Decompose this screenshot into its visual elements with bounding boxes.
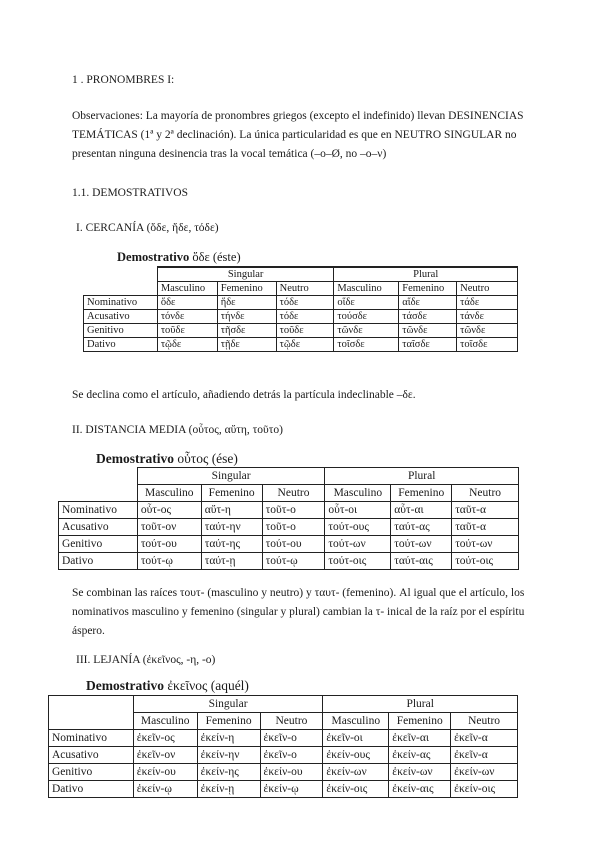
main-heading: 1 . PRONOMBRES I: bbox=[72, 74, 175, 86]
table-cell: τοῖσδε bbox=[457, 338, 518, 352]
table-cell: ἐκείν-ῳ bbox=[260, 781, 323, 798]
table-cell: τούτ-ων bbox=[325, 536, 391, 553]
table-row bbox=[84, 310, 518, 324]
table-cell: ἐκεῖν-οι bbox=[323, 730, 389, 747]
table-row bbox=[59, 519, 519, 536]
table-cell: τόδε bbox=[276, 310, 334, 324]
group-header-singular: Singular bbox=[133, 696, 323, 713]
table-cell: ἐκείν-οις bbox=[323, 781, 389, 798]
cercania-table-title-rest: ὅδε (éste) bbox=[189, 250, 241, 264]
table-cell: τήνδε bbox=[217, 310, 276, 324]
table-cell: τῶνδε bbox=[399, 324, 457, 338]
table-cell: ταύτ-ην bbox=[201, 519, 262, 536]
column-header: Masculino bbox=[325, 485, 391, 502]
table-cell: τῶνδε bbox=[457, 324, 518, 338]
row-label: Genitivo bbox=[84, 324, 158, 338]
table-cell: τούσδε bbox=[334, 310, 399, 324]
table-cell: τοῦτ-ον bbox=[137, 519, 201, 536]
lejania-table-title-bold: Demostrativo bbox=[86, 678, 164, 693]
table-cell: τούτ-ου bbox=[137, 536, 201, 553]
table-cell: τοῦτ-ο bbox=[262, 519, 325, 536]
table-row bbox=[84, 324, 518, 338]
column-header: Neutro bbox=[451, 713, 518, 730]
table-cell: ἐκείν-η bbox=[197, 730, 260, 747]
table-cell: τοῖσδε bbox=[334, 338, 399, 352]
table-cell: ἐκείν-αις bbox=[389, 781, 451, 798]
table-row bbox=[49, 730, 518, 747]
column-header: Femenino bbox=[217, 282, 276, 296]
lejania-table bbox=[48, 695, 518, 798]
group-header-plural: Plural bbox=[334, 267, 518, 282]
table-cell: ἐκεῖν-α bbox=[451, 747, 518, 764]
group-header-singular: Singular bbox=[137, 468, 325, 485]
column-header: Masculino bbox=[133, 713, 197, 730]
column-header: Masculino bbox=[137, 485, 201, 502]
table-cell: οἵδε bbox=[334, 296, 399, 310]
row-label: Dativo bbox=[49, 781, 134, 798]
row-label: Acusativo bbox=[59, 519, 138, 536]
cercania-note: Se declina como el artículo, añadiendo detrás la partícula indeclinable –δε. bbox=[72, 389, 416, 401]
table-cell: τόδε bbox=[276, 296, 334, 310]
table-corner bbox=[49, 713, 134, 730]
column-header: Neutro bbox=[260, 713, 323, 730]
column-header: Masculino bbox=[334, 282, 399, 296]
column-header: Femenino bbox=[391, 485, 452, 502]
table-cell: τούτ-ῳ bbox=[137, 553, 201, 570]
table-cell: τῆσδε bbox=[217, 324, 276, 338]
row-label: Nominativo bbox=[49, 730, 134, 747]
table-cell: ταῖσδε bbox=[399, 338, 457, 352]
row-label: Genitivo bbox=[59, 536, 138, 553]
lejania-heading: III. LEJANÍA (ἐκεῖνος, -η, -ο) bbox=[76, 654, 216, 666]
table-cell: τῷδε bbox=[276, 338, 334, 352]
table-row bbox=[59, 536, 519, 553]
distancia-media-table bbox=[58, 467, 519, 570]
cercania-table-title-bold: Demostrativo bbox=[117, 250, 190, 264]
distancia-media-table-title-bold: Demostrativo bbox=[96, 451, 174, 466]
table-cell: ἐκεῖν-ος bbox=[133, 730, 197, 747]
table-cell: τοῦτ-ο bbox=[262, 502, 325, 519]
cercania-heading: I. CERCANÍA (ὅδε, ἥδε, τόδε) bbox=[76, 222, 219, 234]
group-header-singular: Singular bbox=[157, 267, 334, 282]
table-cell: ἐκεῖν-ον bbox=[133, 747, 197, 764]
table-cell: ταύτ-ῃ bbox=[201, 553, 262, 570]
table-row bbox=[84, 296, 518, 310]
table-row bbox=[49, 764, 518, 781]
table-cell: ἐκείν-ων bbox=[451, 764, 518, 781]
table-cell: ὅδε bbox=[157, 296, 217, 310]
column-header: Femenino bbox=[201, 485, 262, 502]
table-cell: ἐκεῖν-ο bbox=[260, 730, 323, 747]
table-cell: οὗτ-οι bbox=[325, 502, 391, 519]
column-header: Neutro bbox=[452, 485, 519, 502]
table-cell: ἐκείν-οις bbox=[451, 781, 518, 798]
table-corner bbox=[49, 696, 134, 713]
table-corner bbox=[59, 485, 138, 502]
table-cell: τούτ-ων bbox=[452, 536, 519, 553]
table-cell: τούτ-ων bbox=[391, 536, 452, 553]
table-cell: τάδε bbox=[457, 296, 518, 310]
table-cell: ἐκείν-ης bbox=[197, 764, 260, 781]
lejania-table-title-rest: ἐκεῖνος (aquél) bbox=[163, 678, 249, 693]
table-row bbox=[59, 502, 519, 519]
table-cell: ἐκείν-ῳ bbox=[133, 781, 197, 798]
table-cell: τούτ-ους bbox=[325, 519, 391, 536]
observaciones-paragraph: Observaciones: La mayoría de pronombres griegos (excepto el indefinido) llevan DESINENCIAS TEMÁTICAS (1ª y 2ª declinación). La única particularidad es que en NEUTRO SINGULAR no presentan ninguna desinencia tras la vocal temática (–ο–Ø, no –ο–ν) bbox=[72, 110, 524, 160]
table-cell: τάσδε bbox=[399, 310, 457, 324]
distancia-media-heading: II. DISTANCIA MEDIA (οὗτος, αὕτη, τοῦτο) bbox=[72, 424, 283, 436]
table-cell: τοῦδε bbox=[276, 324, 334, 338]
table-cell: ἐκείν-ους bbox=[323, 747, 389, 764]
lejania-table-title bbox=[86, 678, 249, 694]
column-header: Femenino bbox=[389, 713, 451, 730]
table-row bbox=[59, 553, 519, 570]
cercania-table bbox=[83, 266, 518, 352]
row-label: Acusativo bbox=[49, 747, 134, 764]
table-cell: ἐκεῖν-α bbox=[451, 730, 518, 747]
table-cell: τούτ-ου bbox=[262, 536, 325, 553]
table-cell: αἵδε bbox=[399, 296, 457, 310]
table-cell: τούτ-οις bbox=[325, 553, 391, 570]
group-header-plural: Plural bbox=[323, 696, 518, 713]
table-cell: ἐκείν-ας bbox=[389, 747, 451, 764]
table-cell: αὗτ-αι bbox=[391, 502, 452, 519]
row-label: Dativo bbox=[59, 553, 138, 570]
distancia-media-note: Se combinan las raíces τουτ- (masculino y neutro) y ταυτ- (femenino). Al igual que el artículo, los nominativos masculino y femenino (singular y plural) cambian la τ- inical de la raíz por el espíritu áspero. bbox=[72, 587, 525, 637]
column-header: Masculino bbox=[157, 282, 217, 296]
table-cell: τούτ-οις bbox=[452, 553, 519, 570]
table-cell: τῶνδε bbox=[334, 324, 399, 338]
column-header: Neutro bbox=[262, 485, 325, 502]
table-corner bbox=[59, 468, 138, 485]
column-header: Neutro bbox=[457, 282, 518, 296]
table-cell: τούτ-ῳ bbox=[262, 553, 325, 570]
table-row bbox=[84, 338, 518, 352]
table-cell: ἐκείν-ην bbox=[197, 747, 260, 764]
row-label: Genitivo bbox=[49, 764, 134, 781]
cercania-table-title bbox=[117, 250, 241, 265]
row-label: Nominativo bbox=[59, 502, 138, 519]
table-row bbox=[49, 781, 518, 798]
table-cell: ταύτ-ας bbox=[391, 519, 452, 536]
table-cell: αὕτ-η bbox=[201, 502, 262, 519]
table-cell: τοῦδε bbox=[157, 324, 217, 338]
table-row bbox=[49, 747, 518, 764]
table-cell: ἐκεῖν-ο bbox=[260, 747, 323, 764]
row-label: Dativo bbox=[84, 338, 158, 352]
row-label: Nominativo bbox=[84, 296, 158, 310]
table-cell: ταύτ-αις bbox=[391, 553, 452, 570]
table-cell: ἐκείν-ων bbox=[323, 764, 389, 781]
row-label: Acusativo bbox=[84, 310, 158, 324]
table-cell: ταῦτ-α bbox=[452, 519, 519, 536]
table-cell: ἐκείν-ου bbox=[133, 764, 197, 781]
column-header: Neutro bbox=[276, 282, 334, 296]
distancia-media-table-title-rest: οὗτος (ése) bbox=[173, 451, 238, 466]
distancia-media-table-title bbox=[96, 451, 238, 467]
table-corner bbox=[84, 282, 158, 296]
table-cell: τῷδε bbox=[157, 338, 217, 352]
table-cell: οὗτ-ος bbox=[137, 502, 201, 519]
group-header-plural: Plural bbox=[325, 468, 519, 485]
table-cell: τάνδε bbox=[457, 310, 518, 324]
column-header: Masculino bbox=[323, 713, 389, 730]
table-cell: ἐκείν-ῃ bbox=[197, 781, 260, 798]
table-cell: ταύτ-ης bbox=[201, 536, 262, 553]
table-cell: τόνδε bbox=[157, 310, 217, 324]
table-cell: ἐκείν-ων bbox=[389, 764, 451, 781]
column-header: Femenino bbox=[197, 713, 260, 730]
column-header: Femenino bbox=[399, 282, 457, 296]
table-cell: τῇδε bbox=[217, 338, 276, 352]
table-corner bbox=[84, 267, 158, 282]
table-cell: ἐκείν-ου bbox=[260, 764, 323, 781]
section-title: 1.1. DEMOSTRATIVOS bbox=[72, 187, 188, 199]
table-cell: ταῦτ-α bbox=[452, 502, 519, 519]
table-cell: ἥδε bbox=[217, 296, 276, 310]
table-cell: ἐκεῖν-αι bbox=[389, 730, 451, 747]
